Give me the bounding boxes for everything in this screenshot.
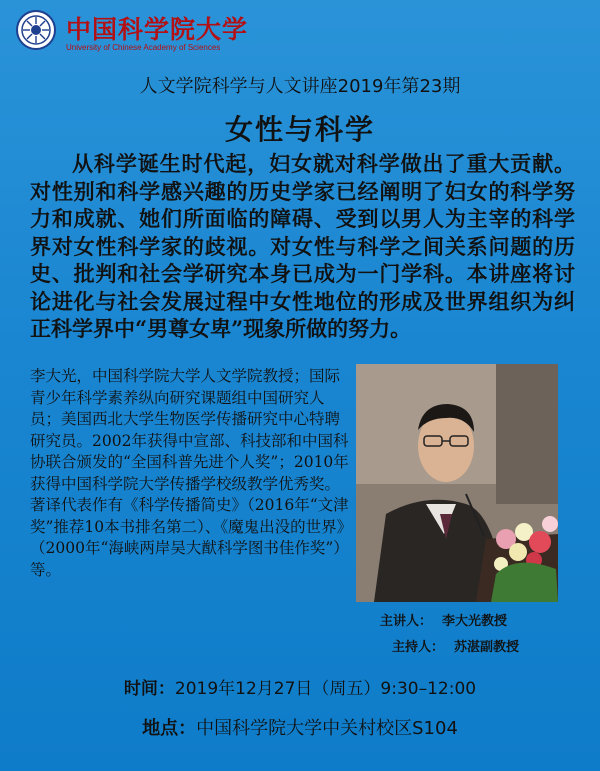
lecture-title: 女性与科学	[224, 113, 375, 146]
lecture-abstract: 从科学诞生时代起，妇女就对科学做出了重大贡献。对性别和科学感兴趣的历史学家已经阐明了妇女的科学努力和成就、她们所面临的障碍、受到以男人为主宰的科学界对女性科学家的歧视。对女性与科学之间关系问题的历史、批判和社会学研究本身已成为一门学科。本讲座将讨论进化与社会发展过程中女性地位的形成及世界组织为纠正科学界中“男尊女卑”现象所做的努力。	[30, 151, 575, 341]
ucas-seal-icon	[16, 10, 56, 50]
host-name: 苏湛副教授	[454, 640, 520, 655]
host-line	[392, 636, 519, 655]
time-label: 时间：	[123, 679, 175, 699]
speaker-label: 主讲人：	[380, 614, 433, 629]
speaker-name: 李大光教授	[442, 614, 508, 629]
logo-chinese-name: 中国科学院大学	[66, 15, 249, 44]
header	[14, 6, 274, 56]
lecture-series: 人文学院科学与人文讲座2019年第23期	[139, 76, 461, 97]
lecture-location	[0, 714, 600, 740]
time-value: 2019年12月27日（周五）9:30–12:00	[174, 679, 477, 699]
logo-english-name: University of Chinese Academy of Sciences	[66, 43, 221, 52]
speaker-photo	[356, 364, 558, 602]
location-value: 中国科学院大学中关村校区S104	[196, 718, 458, 739]
speaker-line	[380, 610, 507, 629]
lecture-time	[0, 674, 600, 699]
location-label: 地点：	[142, 718, 197, 739]
host-label: 主持人：	[392, 640, 445, 655]
speaker-bio: 李大光，中国科学院大学人文学院教授；国际青少年科学素养纵向研究课题组中国研究人员；美国西北大学生物医学传播研究中心特聘研究员。2002年获得中宣部、科技部和中国科协联合颁发的“全国科普先进个人奖”；2010年获得中国科学院大学传播学校级教学优秀奖。著译代表作有《科学传播简史》（2016年“文津奖”推荐10本书排名第二）、《魔鬼出没的世界》（2000年“海峡两岸吴大猷科学图书佳作奖”）等。	[30, 367, 349, 579]
